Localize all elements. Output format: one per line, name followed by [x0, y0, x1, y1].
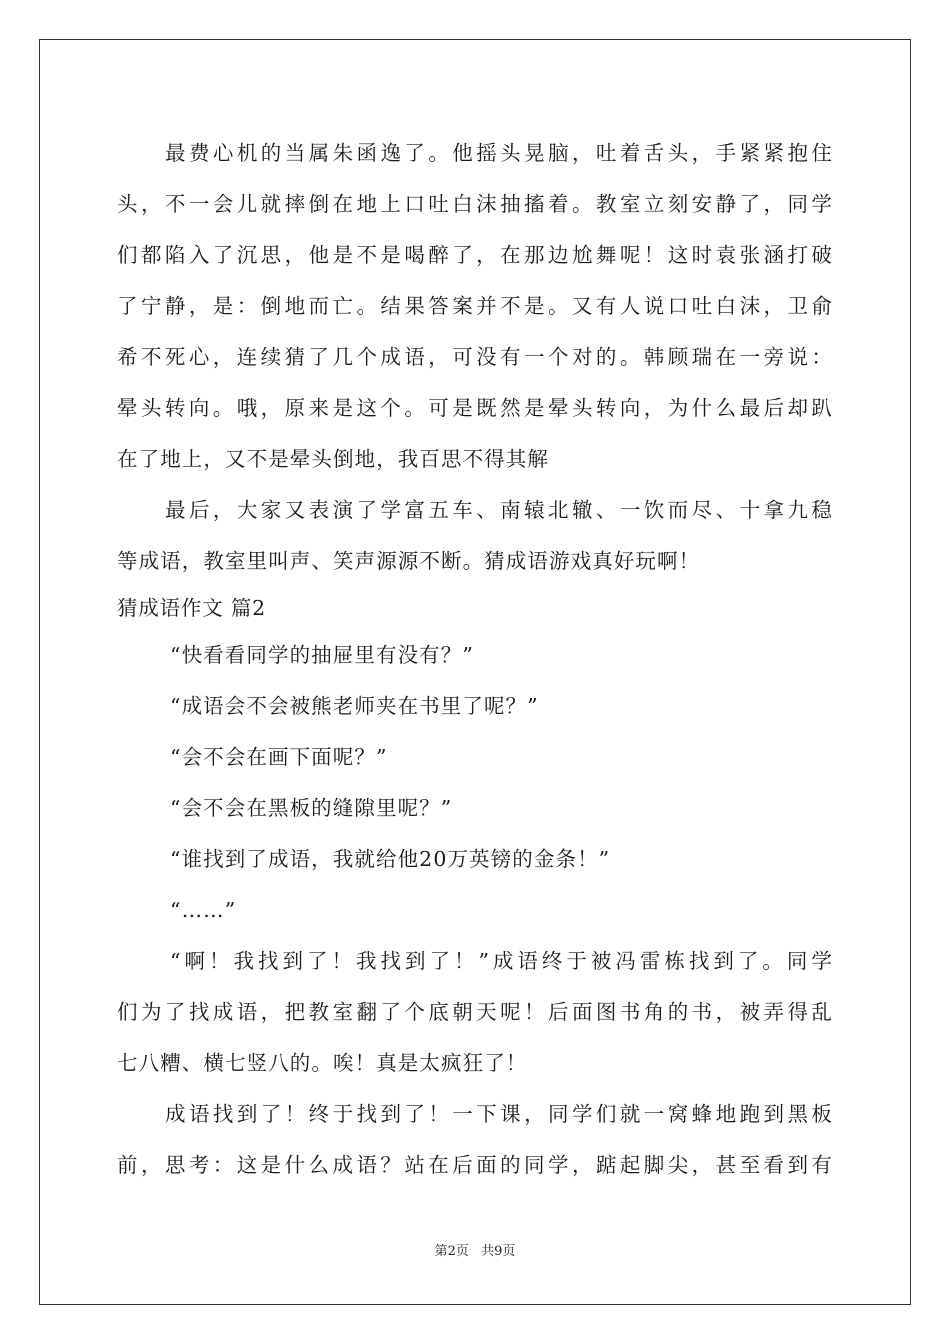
text-line: 了宁静，是：倒地而亡。结果答案并不是。又有人说口吐白沫，卫俞 — [117, 294, 833, 318]
paragraph-1 — [117, 128, 833, 485]
text-line: 最费心机的当属朱函逸了。他摇头晃脑，吐着舌头，手紧紧抱住 — [165, 141, 833, 165]
text-line: “啊！我找到了！我找到了！”成语终于被冯雷栋找到了。同学 — [170, 949, 833, 973]
quote-line: “……” — [170, 898, 237, 922]
section-heading: 猜成语作文 篇2 — [117, 596, 266, 620]
quote-line: “会不会在黑板的缝隙里呢？” — [170, 796, 453, 820]
text-line: 们都陷入了沉思，他是不是喝醉了，在那边尬舞呢！这时袁张涵打破 — [117, 243, 833, 267]
document-body — [117, 128, 833, 1191]
text-line: 头，不一会儿就摔倒在地上口吐白沫抽搐着。教室立刻安静了，同学 — [117, 192, 833, 216]
text-line: 等成语，教室里叫声、笑声源源不断。猜成语游戏真好玩啊！ — [117, 549, 701, 573]
quote-list — [117, 630, 833, 936]
text-line: 前，思考：这是什么成语？站在后面的同学，踮起脚尖，甚至看到有 — [117, 1153, 833, 1177]
text-line: 最后，大家又表演了学富五车、南辕北辙、一饮而尽、十拿九稳 — [165, 498, 833, 522]
paragraph-4 — [117, 1089, 833, 1191]
text-line: 成语找到了！终于找到了！一下课，同学们就一窝蜂地跑到黑板 — [165, 1102, 833, 1126]
quote-line: “谁找到了成语，我就给他20万英镑的金条！” — [170, 847, 611, 871]
text-line: 在了地上，又不是晕头倒地，我百思不得其解 — [117, 447, 549, 471]
text-line: 七八糟、横七竖八的。唉！真是太疯狂了！ — [117, 1051, 528, 1075]
text-line: 晕头转向。哦，原来是这个。可是既然是晕头转向，为什么最后却趴 — [117, 396, 833, 420]
quote-line: “快看看同学的抽屉里有没有？” — [170, 643, 474, 667]
text-line: 们为了找成语，把教室翻了个底朝天呢！后面图书角的书，被弄得乱 — [117, 1000, 833, 1024]
page-number: 第2页 — [434, 1244, 469, 1259]
paragraph-3 — [117, 936, 833, 1089]
page-total: 共9页 — [481, 1244, 516, 1259]
quote-line: “成语会不会被熊老师夹在书里了呢？” — [170, 694, 539, 718]
paragraph-2 — [117, 485, 833, 587]
text-line: 希不死心，连续猜了几个成语，可没有一个对的。韩顾瑞在一旁说： — [117, 345, 833, 369]
page-footer — [0, 1240, 950, 1259]
quote-line: “会不会在画下面呢？” — [170, 745, 388, 769]
